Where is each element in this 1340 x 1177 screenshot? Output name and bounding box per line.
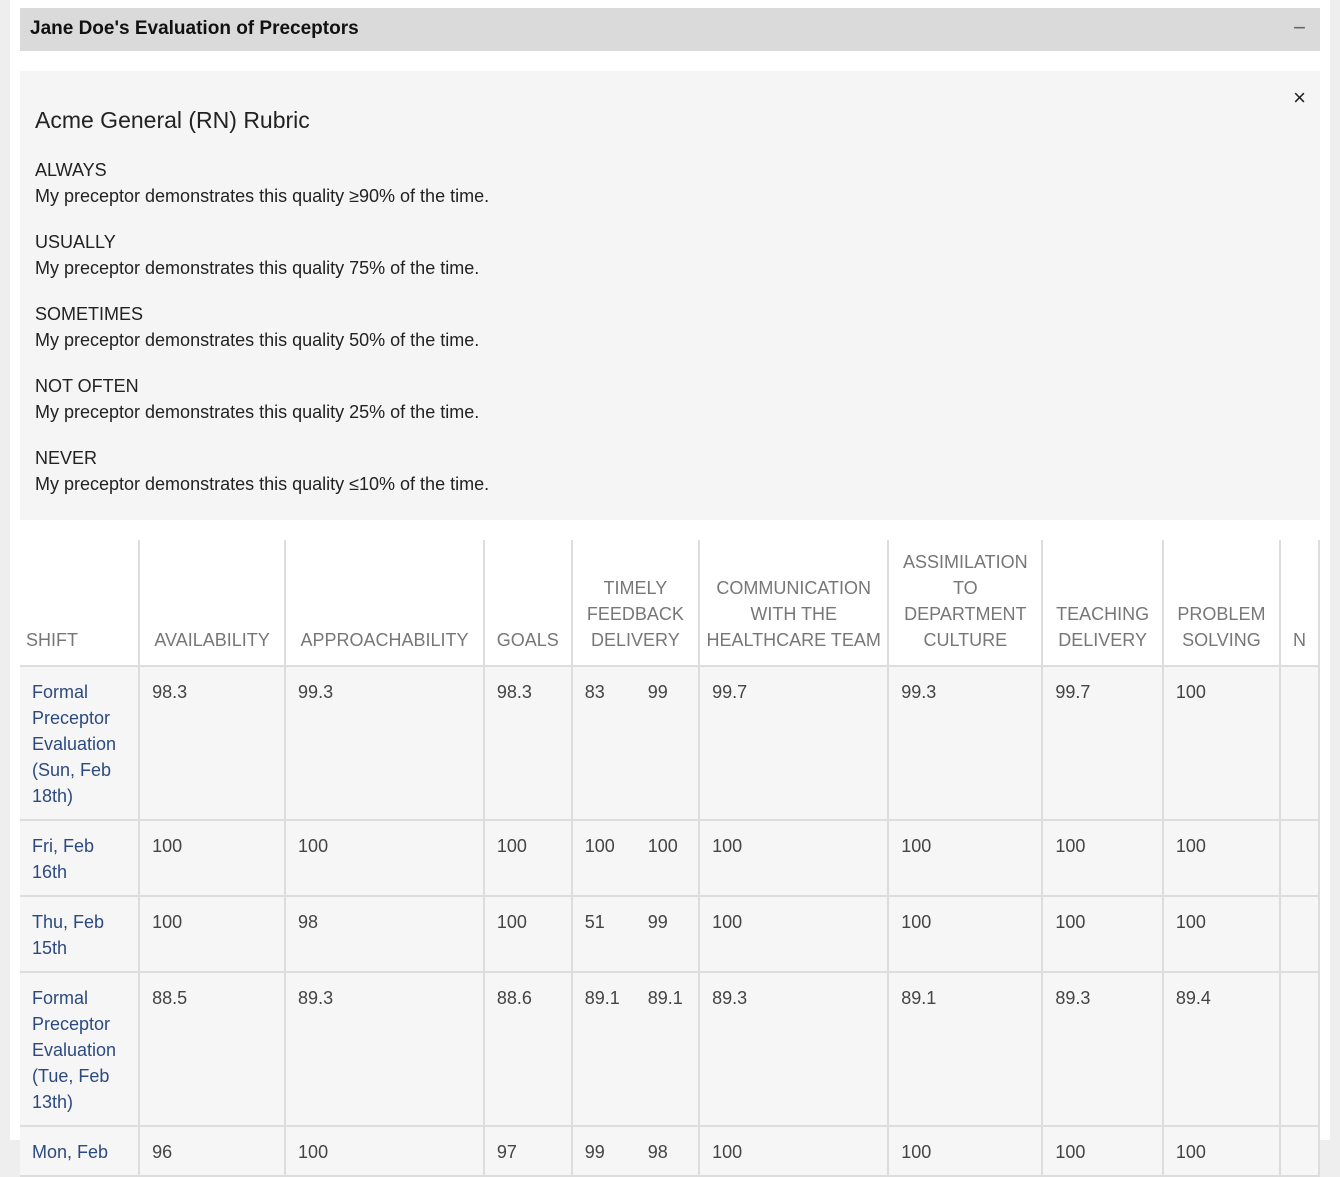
overflow-cell xyxy=(1280,1126,1319,1176)
column-header-approachability: APPROACHABILITY xyxy=(285,540,484,666)
problem-solving-cell: 89.4 xyxy=(1163,972,1280,1126)
level-label: ALWAYS xyxy=(35,160,107,180)
goals-cell: 98.3 xyxy=(484,666,572,820)
approachability-cell: 100 xyxy=(285,1126,484,1176)
rubric-level-always xyxy=(35,157,489,209)
column-header-feedback: TIMELY FEEDBACK DELIVERY xyxy=(572,540,699,666)
level-description: My preceptor demonstrates this quality 25% of the time. xyxy=(35,402,480,422)
rubric-title: Acme General (RN) Rubric xyxy=(35,107,310,133)
shift-link[interactable]: Mon, Feb xyxy=(32,1142,109,1162)
table-row xyxy=(20,820,1319,896)
approachability-cell: 89.3 xyxy=(285,972,484,1126)
feedback-value-b: 100 xyxy=(647,836,678,856)
level-label: NOT OFTEN xyxy=(35,376,139,396)
feedback-cell xyxy=(572,666,699,820)
feedback-cell xyxy=(572,972,699,1126)
problem-solving-cell: 100 xyxy=(1163,896,1280,972)
feedback-value-a: 99 xyxy=(584,1142,605,1162)
problem-solving-cell: 100 xyxy=(1163,666,1280,820)
feedback-value-b: 98 xyxy=(647,1142,668,1162)
column-header-goals: GOALS xyxy=(484,540,572,666)
shift-link[interactable]: Formal Preceptor Evaluation (Sun, Feb 18th) xyxy=(32,682,117,806)
feedback-value-b: 89.1 xyxy=(647,988,683,1008)
level-label: SOMETIMES xyxy=(35,304,144,324)
rubric-level-never xyxy=(35,445,489,497)
goals-cell: 97 xyxy=(484,1126,572,1176)
assimilation-cell: 100 xyxy=(888,1126,1042,1176)
level-description: My preceptor demonstrates this quality 50% of the time. xyxy=(35,330,480,350)
overflow-cell xyxy=(1280,972,1319,1126)
goals-cell: 88.6 xyxy=(484,972,572,1126)
shift-cell xyxy=(20,666,139,820)
teaching-cell: 100 xyxy=(1042,896,1162,972)
feedback-cell xyxy=(572,1126,699,1176)
feedback-value-a: 51 xyxy=(584,912,605,932)
column-header-problem-solving: PROBLEM SOLVING xyxy=(1163,540,1280,666)
close-icon[interactable]: × xyxy=(1293,85,1306,110)
teaching-cell: 100 xyxy=(1042,820,1162,896)
feedback-value-a: 83 xyxy=(584,682,605,702)
feedback-value-a: 89.1 xyxy=(584,988,620,1008)
goals-cell: 100 xyxy=(484,820,572,896)
feedback-cell xyxy=(572,820,699,896)
communication-cell: 100 xyxy=(699,896,888,972)
communication-cell: 100 xyxy=(699,820,888,896)
communication-cell: 99.7 xyxy=(699,666,888,820)
communication-cell: 89.3 xyxy=(699,972,888,1126)
table-row xyxy=(20,896,1319,972)
column-header-availability: AVAILABILITY xyxy=(139,540,285,666)
problem-solving-cell: 100 xyxy=(1163,1126,1280,1176)
level-description: My preceptor demonstrates this quality ≤10% of the time. xyxy=(35,474,490,494)
column-header-teaching: TEACHING DELIVERY xyxy=(1042,540,1162,666)
shift-cell xyxy=(20,896,139,972)
feedback-value-b: 99 xyxy=(647,912,668,932)
table-row xyxy=(20,666,1319,820)
scores-table-container[interactable] xyxy=(20,540,1320,1162)
feedback-cell xyxy=(572,896,699,972)
availability-cell: 100 xyxy=(139,896,285,972)
goals-cell: 100 xyxy=(484,896,572,972)
column-header-shift: SHIFT xyxy=(20,540,139,666)
approachability-cell: 99.3 xyxy=(285,666,484,820)
shift-link[interactable]: Thu, Feb 15th xyxy=(32,912,105,958)
rubric-box xyxy=(20,71,1320,520)
overflow-cell xyxy=(1280,666,1319,820)
teaching-cell: 99.7 xyxy=(1042,666,1162,820)
assimilation-cell: 100 xyxy=(888,896,1042,972)
overflow-cell xyxy=(1280,896,1319,972)
shift-link[interactable]: Formal Preceptor Evaluation (Tue, Feb 13th) xyxy=(32,988,117,1112)
table-row xyxy=(20,972,1319,1126)
scores-table xyxy=(20,540,1320,1177)
availability-cell: 96 xyxy=(139,1126,285,1176)
table-row xyxy=(20,1126,1319,1176)
availability-cell: 100 xyxy=(139,820,285,896)
problem-solving-cell: 100 xyxy=(1163,820,1280,896)
column-header-next: N xyxy=(1280,540,1319,666)
level-label: NEVER xyxy=(35,448,98,468)
evaluation-panel-header[interactable] xyxy=(20,8,1320,51)
shift-cell xyxy=(20,972,139,1126)
rubric-level-not-often xyxy=(35,373,479,425)
panel-title: Jane Doe's Evaluation of Preceptors xyxy=(30,18,359,39)
shift-cell xyxy=(20,1126,139,1176)
rubric-level-usually xyxy=(35,229,479,281)
column-header-communication: COMMUNICATION WITH THE HEALTHCARE TEAM xyxy=(699,540,888,666)
level-label: USUALLY xyxy=(35,232,116,252)
shift-cell xyxy=(20,820,139,896)
availability-cell: 98.3 xyxy=(139,666,285,820)
shift-link[interactable]: Fri, Feb 16th xyxy=(32,836,95,882)
approachability-cell: 100 xyxy=(285,820,484,896)
collapse-icon[interactable]: − xyxy=(1293,15,1306,40)
availability-cell: 88.5 xyxy=(139,972,285,1126)
assimilation-cell: 89.1 xyxy=(888,972,1042,1126)
assimilation-cell: 100 xyxy=(888,820,1042,896)
column-header-assimilation: ASSIMILATION TO DEPARTMENT CULTURE xyxy=(888,540,1042,666)
assimilation-cell: 99.3 xyxy=(888,666,1042,820)
communication-cell: 100 xyxy=(699,1126,888,1176)
feedback-value-b: 99 xyxy=(647,682,668,702)
level-description: My preceptor demonstrates this quality ≥90% of the time. xyxy=(35,186,490,206)
approachability-cell: 98 xyxy=(285,896,484,972)
level-description: My preceptor demonstrates this quality 75% of the time. xyxy=(35,258,480,278)
rubric-level-sometimes xyxy=(35,301,479,353)
teaching-cell: 100 xyxy=(1042,1126,1162,1176)
page xyxy=(10,0,1330,1162)
teaching-cell: 89.3 xyxy=(1042,972,1162,1126)
feedback-value-a: 100 xyxy=(584,836,615,856)
overflow-cell xyxy=(1280,820,1319,896)
